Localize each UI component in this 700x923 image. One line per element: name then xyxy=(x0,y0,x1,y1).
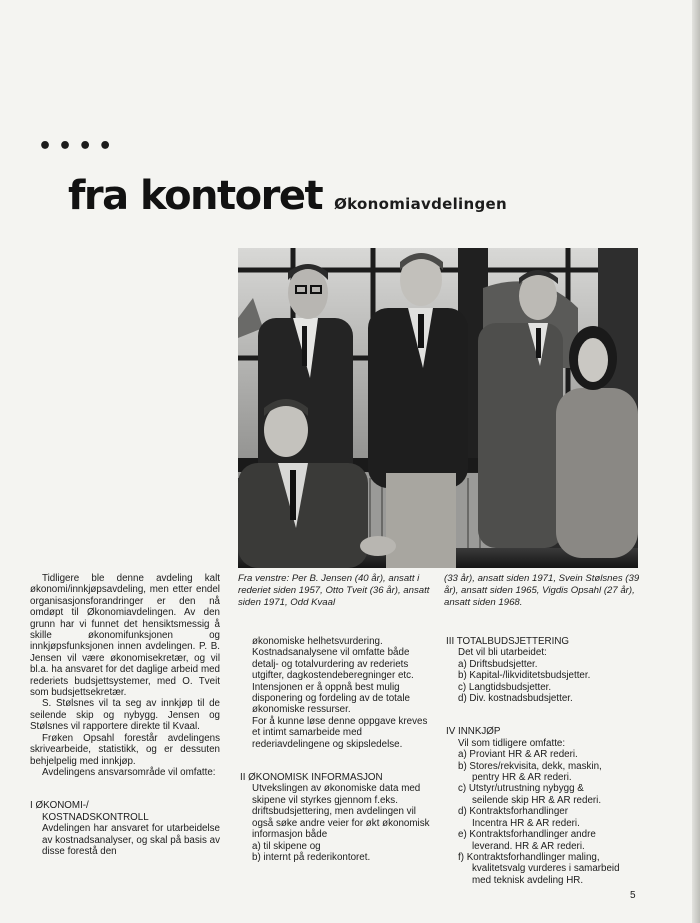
section-heading: KOSTNADSKONTROLL xyxy=(42,811,149,823)
group-photo-illustration xyxy=(238,248,638,568)
list-item: d) Kontraktsforhandlinger xyxy=(458,806,569,818)
decorative-dots: •••• xyxy=(38,134,119,159)
paragraph: Avdelingens ansvarsområde vil omfatte: xyxy=(42,766,216,778)
section-heading: II ØKONOMISK INFORMASJON xyxy=(240,772,383,784)
section-heading: III TOTALBUDSJETTERING xyxy=(446,636,570,647)
paragraph: S. Stølsnes vil ta seg av innkjøp til de seilende skip og nybygg. Jensen og Stølsnes vil rapportere direkte til Kvaal. xyxy=(30,698,220,733)
list-item: Incentra HR & AR rederi. xyxy=(472,817,580,829)
paragraph: For å kunne løse denne oppgave kreves et intimt samarbeide med rederiavdelingene og skipsledelse. xyxy=(252,715,428,750)
paragraph: økonomiske helhetsvurdering. xyxy=(252,636,383,647)
photo-caption-right: (33 år), ansatt siden 1971, Svein Stølsnes (39 år), ansatt siden 1965, Vigdis Opsahl (27 år), ansatt siden 1968. xyxy=(444,573,640,608)
list-item: c) Langtidsbudsjetter. xyxy=(458,681,552,693)
list-item: b) Stores/rekvisita, dekk, maskin, xyxy=(458,760,602,772)
page-number: 5 xyxy=(630,890,636,901)
list-item: b) Kapital-/likviditetsbudsjetter. xyxy=(458,670,591,682)
paragraph: Tidligere ble denne avdeling kalt økonomi/innkjøpsavdeling, men etter endel organisasjonsforandringer er den nå omdøpt til Økonomiavdelingen. Av den grunn har vi funnet det hensiktsmessig å skille økonomifunksjonen og innkjøpsfunksjonen innen avdelingen. P. B. Jensen vil være økonomisekretær, og vil bl.a. ha ansvaret for det daglige arbeid med rederiets budsjettsystemer, med O. Tveit som budsjettsekretær. xyxy=(30,573,220,699)
list-item: kvalitetsvalg vurderes i samarbeid med teknisk avdeling HR. xyxy=(472,863,620,886)
list-item: d) Div. kostnadsbudsjetter. xyxy=(458,693,573,705)
paragraph: Avdelingen har ansvaret for utarbeidelse av kostnadsanalyser, og skal på basis av disse forestå den xyxy=(42,823,220,857)
text-column-2 xyxy=(240,636,430,863)
list-item: a) Proviant HR & AR rederi. xyxy=(458,749,578,761)
group-photo xyxy=(238,248,638,568)
paragraph: Utvekslingen av økonomiske data med skipene vil styrkes gjennom f.eks. driftsbudsjettering, men avdelingen vil også søke andre veier for økt økonomisk informasjon både xyxy=(252,783,430,841)
paragraph: Vil som tidligere omfatte: xyxy=(458,737,566,749)
list-item: a) Driftsbudsjetter. xyxy=(458,658,538,670)
text-column-3 xyxy=(446,636,636,886)
text-column-1 xyxy=(30,573,220,857)
list-item: a) til skipene og xyxy=(252,840,321,852)
list-item: b) internt på rederikontoret. xyxy=(252,851,371,863)
list-item: pentry HR & AR rederi. xyxy=(472,772,572,784)
list-item: e) Kontraktsforhandlinger andre xyxy=(458,829,596,841)
list-item: f) Kontraktsforhandlinger maling, xyxy=(458,851,600,863)
page-edge-shadow xyxy=(692,0,700,923)
section-heading: I ØKONOMI-/ xyxy=(30,800,89,812)
photo-caption-left: Fra venstre: Per B. Jensen (40 år), ansatt i rederiet siden 1957, Otto Tveit (36 år), ansatt siden 1971, Odd Kvaal xyxy=(238,573,430,608)
paragraph: Kostnadsanalysene vil omfatte både detalj- og totalvurdering av rederiets utgifter, dagkostendeberegninger etc. Intensjonen er å oppnå best mulig disponering og fordeling av de totale økonomiske ressurser. xyxy=(252,647,414,716)
list-item: leverand. HR & AR rederi. xyxy=(472,840,585,852)
section-subtitle: Økonomiavdelingen xyxy=(334,195,507,213)
paragraph: Det vil bli utarbeidet: xyxy=(458,647,547,659)
paragraph: Frøken Opsahl forestår avdelingens skrivearbeide, statistikk, og er dessuten behjelpelig med innkjøp. xyxy=(30,732,220,767)
masthead xyxy=(68,173,507,233)
list-item: seilende skip HR & AR rederi. xyxy=(472,794,602,806)
section-heading: IV INNKJØP xyxy=(446,726,501,738)
section-title: fra kontoret xyxy=(68,173,323,219)
list-item: c) Utstyr/utrustning nybygg & xyxy=(458,783,584,795)
